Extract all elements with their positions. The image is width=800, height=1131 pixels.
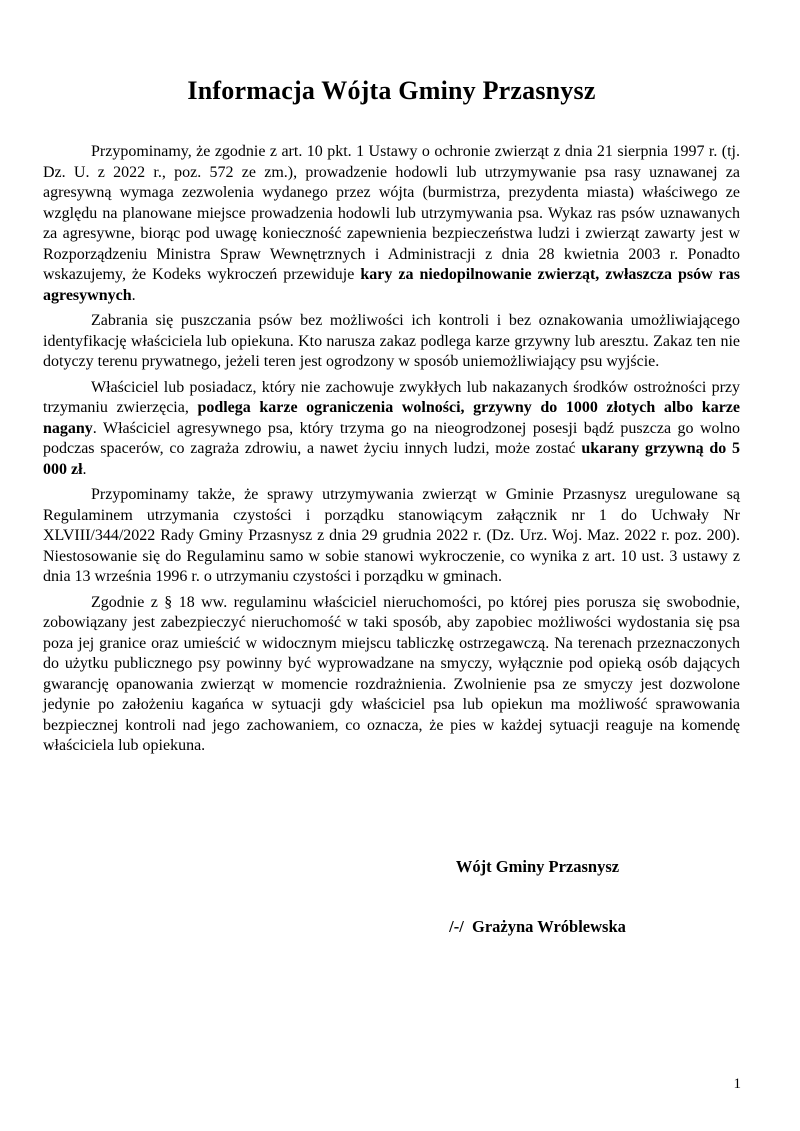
bold-text-run: kary za niedopilnowanie zwierząt, zwłaszcza psów ras agresywnych xyxy=(43,266,740,304)
document-body xyxy=(43,142,740,757)
text-run: . Właściciel agresywnego psa, który trzyma go na nieogrodzonej posesji bądź puszcza go wolno podczas spacerów, co zagraża zdrowiu, a nawet życiu innych ludzi, może zostać xyxy=(43,419,740,457)
paragraph xyxy=(43,311,740,373)
text-run: Przypominamy, że zgodnie z art. 10 pkt. 1 Ustawy o ochronie zwierząt z dnia 21 sierpnia 1997 r. (tj. Dz. U. z 2022 r., poz. 572 ze zm.), prowadzenie hodowli lub utrzymywanie psa rasy uznawanej za agresywną wymaga zezwolenia wydanego przez wójta (burmistrza, prezydenta miasta) właściwego ze względu na planowane miejsce prowadzenia hodowli lub utrzymywania psa. Wykaz ras psów uznawanych za agresywne, biorąc pod uwagę konieczność zapewnienia bezpieczeństwa ludzi i zwierząt zawarty jest w Rozporządzeniu Ministra Spraw Wewnętrznych i Administracji z dnia 28 kwietnia 2003 r. Ponadto wskazujemy, że Kodeks wykroczeń przewiduje xyxy=(43,143,740,283)
text-run: Przypominamy także, że sprawy utrzymywania zwierząt w Gminie Przasnysz uregulowane są Regulaminem utrzymania czystości i porządku stanowiącym załącznik nr 1 do Uchwały Nr XLVIII/344/2022 Rady Gminy Przasnysz z dnia 29 grudnia 2022 r. (Dz. Urz. Woj. Maz. 2022 r. poz. 200). Niestosowanie się do Regulaminu samo w sobie stanowi wykroczenie, co wynika z art. 10 ust. 3 ustawy z dnia 13 września 1996 r. o utrzymaniu czystości i porządku w gminach. xyxy=(43,486,740,585)
signature-role: Wójt Gminy Przasnysz xyxy=(455,856,620,876)
paragraph xyxy=(43,142,740,306)
text-run: . xyxy=(82,460,87,478)
paragraph xyxy=(43,378,740,481)
document-title: Informacja Wójta Gminy Przasnysz xyxy=(187,76,596,105)
text-run: Zgodnie z § 18 ww. regulaminu właściciel nieruchomości, po której pies porusza się swobodnie, zobowiązany jest zabezpieczyć nieruchomość w taki sposób, aby zapobiec możliwości wydostania się psa poza jej granice oraz umieścić w widocznym miejscu tabliczkę ostrzegawczą. Na terenach przeznaczonych do użytku publicznego psy powinny być wyprowadzane na smyczy, wyłącznie pod opieką osób dających gwarancję opanowania zwierząt w momencie rozdrażnienia. Zwolnienie psa ze smyczy jest dozwolone jedynie po założeniu kagańca w sytuacji gdy właściciel psa lub opiekun ma możliwość sprawowania bezpiecznej kontroli nad jego zachowaniem, co oznacza, że pies w każdej sytuacji reaguje na komendę właściciela lub opiekuna. xyxy=(43,593,740,754)
text-run: Właściciel lub posiadacz, który nie zachowuje zwykłych lub nakazanych środków ostrożności przy trzymaniu zwierzęcia, xyxy=(43,378,740,416)
bold-text-run: ukarany grzywną do 5 000 zł xyxy=(43,440,740,478)
bold-text-run: podlega karze ograniczenia wolności, grzywny do 1000 złotych albo karze nagany xyxy=(43,399,741,437)
paragraph xyxy=(43,593,740,757)
text-run: Zabrania się puszczania psów bez możliwości ich kontroli i bez oznakowania umożliwiającego identyfikację właściciela lub opiekuna. Kto narusza zakaz podlega karze grzywny lub aresztu. Zakaz ten nie dotyczy terenu prywatnego, jeżeli teren jest ogrodzony w sposób uniemożliwiający psu wyjście. xyxy=(43,312,740,370)
signature-block xyxy=(395,817,680,977)
paragraph xyxy=(43,485,740,588)
text-run: . xyxy=(131,286,136,304)
page-number: 1 xyxy=(733,1076,741,1092)
signature-name: /-/ Grażyna Wróblewska xyxy=(449,916,626,936)
